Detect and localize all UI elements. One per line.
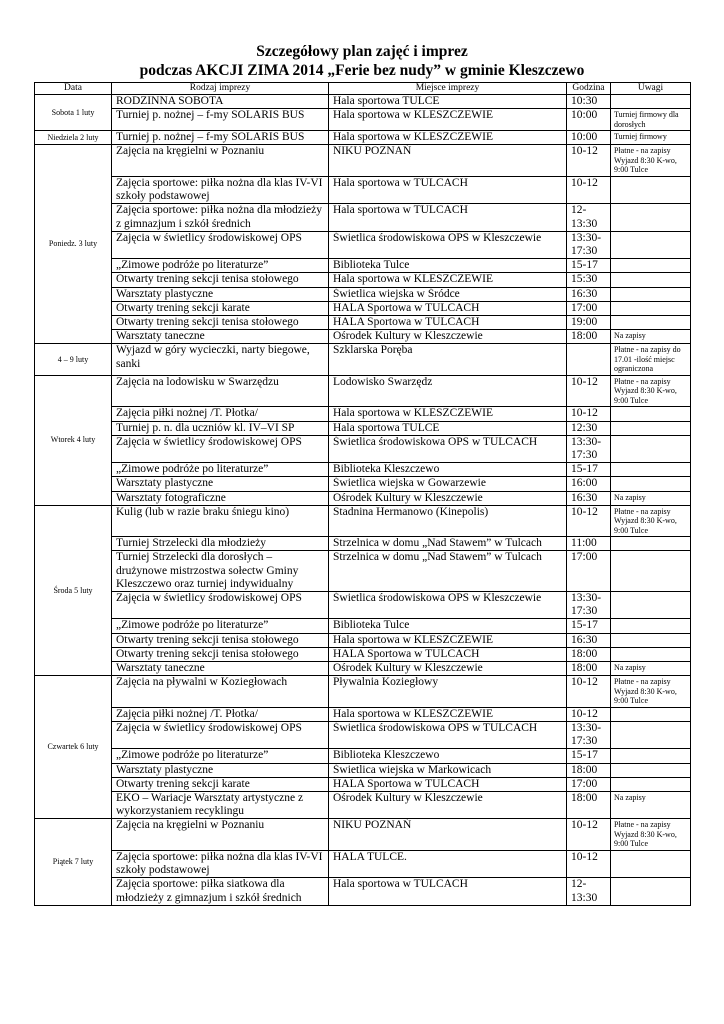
table-row	[35, 850, 691, 877]
table-row	[35, 662, 691, 676]
time-cell: 15-17	[567, 463, 611, 477]
event-cell: Turniej p. nożnej – f-my SOLARIS BUS	[112, 131, 329, 145]
time-cell: 10-12	[567, 375, 611, 407]
table-row	[35, 315, 691, 329]
place-cell: Hala sportowa w KLESZCZEWIE	[329, 273, 567, 287]
place-cell: Hala sportowa w TULCACH	[329, 878, 567, 905]
event-cell: Zajęcia w świetlicy środowiskowej OPS	[112, 435, 329, 462]
date-cell: Czwartek 6 luty	[35, 676, 112, 819]
table-row	[35, 131, 691, 145]
place-cell: Lodowisko Swarzędz	[329, 375, 567, 407]
note-cell	[611, 273, 691, 287]
place-cell: Ośrodek Kultury w Kleszczewie	[329, 491, 567, 505]
schedule-table	[34, 82, 691, 906]
date-cell: Sobota 1 luty	[35, 95, 112, 131]
event-cell: „Zimowe podróże po literaturze”	[112, 463, 329, 477]
time-cell: 18:00	[567, 647, 611, 661]
note-cell	[611, 592, 691, 619]
place-cell: Świetlica wiejska w Gowarzewie	[329, 477, 567, 491]
time-cell: 16:00	[567, 477, 611, 491]
note-cell	[611, 463, 691, 477]
event-cell: Zajęcia w świetlicy środowiskowej OPS	[112, 592, 329, 619]
header-row	[35, 83, 691, 95]
place-cell: Hala sportowa w TULCACH	[329, 204, 567, 231]
time-cell: 18:00	[567, 763, 611, 777]
time-cell: 17:00	[567, 301, 611, 315]
time-cell: 16:30	[567, 491, 611, 505]
table-row	[35, 491, 691, 505]
date-cell: Wtorek 4 luty	[35, 375, 112, 505]
place-cell: Ośrodek Kultury w Kleszczewie	[329, 662, 567, 676]
time-cell: 13:30-17:30	[567, 435, 611, 462]
place-cell: Biblioteka Tulce	[329, 259, 567, 273]
note-cell: Płatne - na zapisy Wyjazd 8:30 K-wo, 9:00 Tulce	[611, 819, 691, 851]
table-row	[35, 707, 691, 721]
event-cell: Otwarty trening sekcji tenisa stołowego	[112, 647, 329, 661]
event-cell: Zajęcia na lodowisku w Swarzędzu	[112, 375, 329, 407]
note-cell: Na zapisy	[611, 491, 691, 505]
event-cell: EKO – Wariacje Warsztaty artystyczne z wykorzystaniem recyklingu	[112, 792, 329, 819]
time-cell: 10-12	[567, 505, 611, 537]
time-cell: 10-12	[567, 676, 611, 708]
note-cell: Płatne - na zapisy Wyjazd 8:30 K-wo, 9:00 Tulce	[611, 375, 691, 407]
header-date: Data	[35, 83, 112, 95]
time-cell: 15-17	[567, 619, 611, 633]
header-event: Rodzaj imprezy	[112, 83, 329, 95]
time-cell: 13:30-17:30	[567, 231, 611, 258]
table-row	[35, 477, 691, 491]
event-cell: Otwarty trening sekcji tenisa stołowego	[112, 633, 329, 647]
place-cell: Pływalnia Koziegłowy	[329, 676, 567, 708]
time-cell: 17:00	[567, 551, 611, 592]
time-cell: 18:00	[567, 330, 611, 344]
place-cell: Hala sportowa w KLESZCZEWIE	[329, 131, 567, 145]
note-cell	[611, 878, 691, 905]
header-notes: Uwagi	[611, 83, 691, 95]
note-cell: Na zapisy	[611, 792, 691, 819]
time-cell: 12-13:30	[567, 878, 611, 905]
place-cell: Hala sportowa w KLESZCZEWIE	[329, 633, 567, 647]
place-cell: HALA Sportowa w TULCACH	[329, 301, 567, 315]
table-row	[35, 344, 691, 376]
table-row	[35, 176, 691, 203]
event-cell: Zajęcia w świetlicy środowiskowej OPS	[112, 231, 329, 258]
place-cell: Ośrodek Kultury w Kleszczewie	[329, 792, 567, 819]
event-cell: Warsztaty fotograficzne	[112, 491, 329, 505]
event-cell: Turniej Strzelecki dla młodzieży	[112, 537, 329, 551]
event-cell: „Zimowe podróże po literaturze”	[112, 259, 329, 273]
place-cell: NIKU POZNAŃ	[329, 819, 567, 851]
note-cell	[611, 707, 691, 721]
place-cell: Ośrodek Kultury w Kleszczewie	[329, 330, 567, 344]
date-cell: Niedziela 2 luty	[35, 131, 112, 145]
place-cell: Hala sportowa w TULCACH	[329, 176, 567, 203]
table-row	[35, 749, 691, 763]
note-cell: Płatne - na zapisy Wyjazd 8:30 K-wo, 9:00 Tulce	[611, 676, 691, 708]
note-cell	[611, 722, 691, 749]
place-cell: HALA TULCE.	[329, 850, 567, 877]
event-cell: Otwarty trening sekcji tenisa stołowego	[112, 273, 329, 287]
note-cell	[611, 204, 691, 231]
note-cell	[611, 763, 691, 777]
time-cell: 15-17	[567, 749, 611, 763]
event-cell: Turniej p. nożnej – f-my SOLARIS BUS	[112, 109, 329, 131]
note-cell	[611, 619, 691, 633]
note-cell	[611, 647, 691, 661]
date-cell: 4 – 9 luty	[35, 344, 112, 376]
event-cell: Warsztaty taneczne	[112, 662, 329, 676]
table-row	[35, 505, 691, 537]
event-cell: „Zimowe podróże po literaturze”	[112, 619, 329, 633]
note-cell	[611, 777, 691, 791]
time-cell: 10:00	[567, 131, 611, 145]
note-cell: Płatne - na zapisy Wyjazd 8:30 K-wo, 9:00 Tulce	[611, 145, 691, 177]
place-cell: Hala sportowa w KLESZCZEWIE	[329, 109, 567, 131]
table-row	[35, 633, 691, 647]
place-cell: Strzelnica w domu „Nad Stawem” w Tulcach	[329, 551, 567, 592]
time-cell: 10-12	[567, 819, 611, 851]
date-cell: Piątek 7 luty	[35, 819, 112, 905]
time-cell: 17:00	[567, 777, 611, 791]
event-cell: Zajęcia sportowe: piłka nożna dla młodzieży z gimnazjum i szkół średnich	[112, 204, 329, 231]
event-cell: RODZINNA SOBOTA	[112, 95, 329, 109]
table-row	[35, 273, 691, 287]
table-row	[35, 777, 691, 791]
note-cell: Turniej firmowy dla dorosłych	[611, 109, 691, 131]
place-cell: Szklarska Poręba	[329, 344, 567, 376]
note-cell: Płatne - na zapisy do 17.01 -ilość miejsc ograniczona	[611, 344, 691, 376]
place-cell: Hala sportowa TULCE	[329, 95, 567, 109]
place-cell: HALA Sportowa w TULCACH	[329, 647, 567, 661]
place-cell: Biblioteka Kleszczewo	[329, 749, 567, 763]
place-cell: Strzelnica w domu „Nad Stawem” w Tulcach	[329, 537, 567, 551]
place-cell: Świetlica wiejska w Markowicach	[329, 763, 567, 777]
time-cell: 10-12	[567, 176, 611, 203]
event-cell: Warsztaty taneczne	[112, 330, 329, 344]
table-row	[35, 763, 691, 777]
time-cell: 16:30	[567, 633, 611, 647]
place-cell: NIKU POZNAŃ	[329, 145, 567, 177]
time-cell: 10-12	[567, 407, 611, 421]
time-cell: 15-17	[567, 259, 611, 273]
place-cell: Hala sportowa w KLESZCZEWIE	[329, 407, 567, 421]
table-row	[35, 792, 691, 819]
event-cell: Turniej Strzelecki dla dorosłych – drużynowe mistrzostwa sołectw Gminy Kleszczewo oraz turniej indywidualny	[112, 551, 329, 592]
table-row	[35, 722, 691, 749]
note-cell	[611, 537, 691, 551]
event-cell: Otwarty trening sekcji karate	[112, 777, 329, 791]
event-cell: Zajęcia sportowe: piłka nożna dla klas IV-VI szkoły podstawowej	[112, 176, 329, 203]
time-cell: 11:00	[567, 537, 611, 551]
time-cell: 10:30	[567, 95, 611, 109]
note-cell	[611, 301, 691, 315]
table-row	[35, 463, 691, 477]
date-cell: Poniedz. 3 luty	[35, 145, 112, 344]
event-cell: Kulig (lub w razie braku śniegu kino)	[112, 505, 329, 537]
table-row	[35, 287, 691, 301]
time-cell: 16:30	[567, 287, 611, 301]
place-cell: HALA Sportowa w TULCACH	[329, 777, 567, 791]
event-cell: Warsztaty plastyczne	[112, 763, 329, 777]
note-cell	[611, 259, 691, 273]
event-cell: Otwarty trening sekcji karate	[112, 301, 329, 315]
note-cell	[611, 633, 691, 647]
time-cell: 10-12	[567, 850, 611, 877]
time-cell: 15:30	[567, 273, 611, 287]
event-cell: Wyjazd w góry wycieczki, narty biegowe, sanki	[112, 344, 329, 376]
place-cell: HALA Sportowa w TULCACH	[329, 315, 567, 329]
place-cell: Biblioteka Tulce	[329, 619, 567, 633]
table-row	[35, 259, 691, 273]
table-row	[35, 537, 691, 551]
time-cell: 13:30-17:30	[567, 592, 611, 619]
place-cell: Świetlica środowiskowa OPS w TULCACH	[329, 722, 567, 749]
table-row	[35, 231, 691, 258]
table-row	[35, 375, 691, 407]
event-cell: Warsztaty plastyczne	[112, 287, 329, 301]
table-row	[35, 819, 691, 851]
place-cell: Stadnina Hermanowo (Kinepolis)	[329, 505, 567, 537]
time-cell: 18:00	[567, 792, 611, 819]
note-cell	[611, 850, 691, 877]
note-cell	[611, 315, 691, 329]
time-cell: 13:30-17:30	[567, 722, 611, 749]
place-cell: Świetlica wiejska w Śródce	[329, 287, 567, 301]
time-cell: 19:00	[567, 315, 611, 329]
table-row	[35, 551, 691, 592]
note-cell	[611, 407, 691, 421]
place-cell: Hala sportowa TULCE	[329, 421, 567, 435]
note-cell	[611, 231, 691, 258]
table-row	[35, 407, 691, 421]
place-cell: Biblioteka Kleszczewo	[329, 463, 567, 477]
event-cell: „Zimowe podróże po literaturze”	[112, 749, 329, 763]
time-cell: 10:00	[567, 109, 611, 131]
place-cell: Hala sportowa w KLESZCZEWIE	[329, 707, 567, 721]
header-place: Miejsce imprezy	[329, 83, 567, 95]
title-line-1: Szczegółowy plan zajęć i imprez	[256, 43, 468, 60]
event-cell: Zajęcia w świetlicy środowiskowej OPS	[112, 722, 329, 749]
note-cell	[611, 287, 691, 301]
time-cell: 10-12	[567, 707, 611, 721]
table-row	[35, 330, 691, 344]
event-cell: Zajęcia na kręgielni w Poznaniu	[112, 819, 329, 851]
note-cell: Turniej firmowy	[611, 131, 691, 145]
document-title	[0, 42, 724, 80]
note-cell	[611, 95, 691, 109]
place-cell: Świetlica środowiskowa OPS w Kleszczewie	[329, 592, 567, 619]
table-row	[35, 204, 691, 231]
note-cell	[611, 176, 691, 203]
header-time: Godzina	[567, 83, 611, 95]
table-row	[35, 95, 691, 109]
table-row	[35, 878, 691, 905]
note-cell	[611, 435, 691, 462]
time-cell: 18:00	[567, 662, 611, 676]
event-cell: Zajęcia sportowe: piłka siatkowa dla młodzieży z gimnazjum i szkół średnich	[112, 878, 329, 905]
time-cell: 12:30	[567, 421, 611, 435]
table-row	[35, 145, 691, 177]
event-cell: Turniej p. n. dla uczniów kl. IV–VI SP	[112, 421, 329, 435]
note-cell	[611, 551, 691, 592]
note-cell: Na zapisy	[611, 662, 691, 676]
table-row	[35, 435, 691, 462]
table-row	[35, 592, 691, 619]
table-row	[35, 676, 691, 708]
note-cell	[611, 477, 691, 491]
note-cell: Na zapisy	[611, 330, 691, 344]
table-row	[35, 301, 691, 315]
event-cell: Zajęcia na pływalni w Koziegłowach	[112, 676, 329, 708]
note-cell	[611, 749, 691, 763]
event-cell: Zajęcia piłki nożnej /T. Płotka/	[112, 707, 329, 721]
time-cell: 10-12	[567, 145, 611, 177]
table-row	[35, 109, 691, 131]
event-cell: Zajęcia na kręgielni w Poznaniu	[112, 145, 329, 177]
place-cell: Świetlica środowiskowa OPS w Kleszczewie	[329, 231, 567, 258]
schedule-body	[35, 95, 691, 906]
date-cell: Środa 5 luty	[35, 505, 112, 676]
event-cell: Zajęcia piłki nożnej /T. Płotka/	[112, 407, 329, 421]
time-cell	[567, 344, 611, 376]
note-cell	[611, 421, 691, 435]
time-cell: 12-13:30	[567, 204, 611, 231]
table-row	[35, 619, 691, 633]
table-row	[35, 647, 691, 661]
event-cell: Otwarty trening sekcji tenisa stołowego	[112, 315, 329, 329]
note-cell: Płatne - na zapisy Wyjazd 8:30 K-wo, 9:00 Tulce	[611, 505, 691, 537]
title-line-2: podczas AKCJI ZIMA 2014 „Ferie bez nudy” w gminie Kleszczewo	[139, 62, 585, 79]
place-cell: Świetlica środowiskowa OPS w TULCACH	[329, 435, 567, 462]
event-cell: Zajęcia sportowe: piłka nożna dla klas IV-VI szkoły podstawowej	[112, 850, 329, 877]
table-row	[35, 421, 691, 435]
event-cell: Warsztaty plastyczne	[112, 477, 329, 491]
